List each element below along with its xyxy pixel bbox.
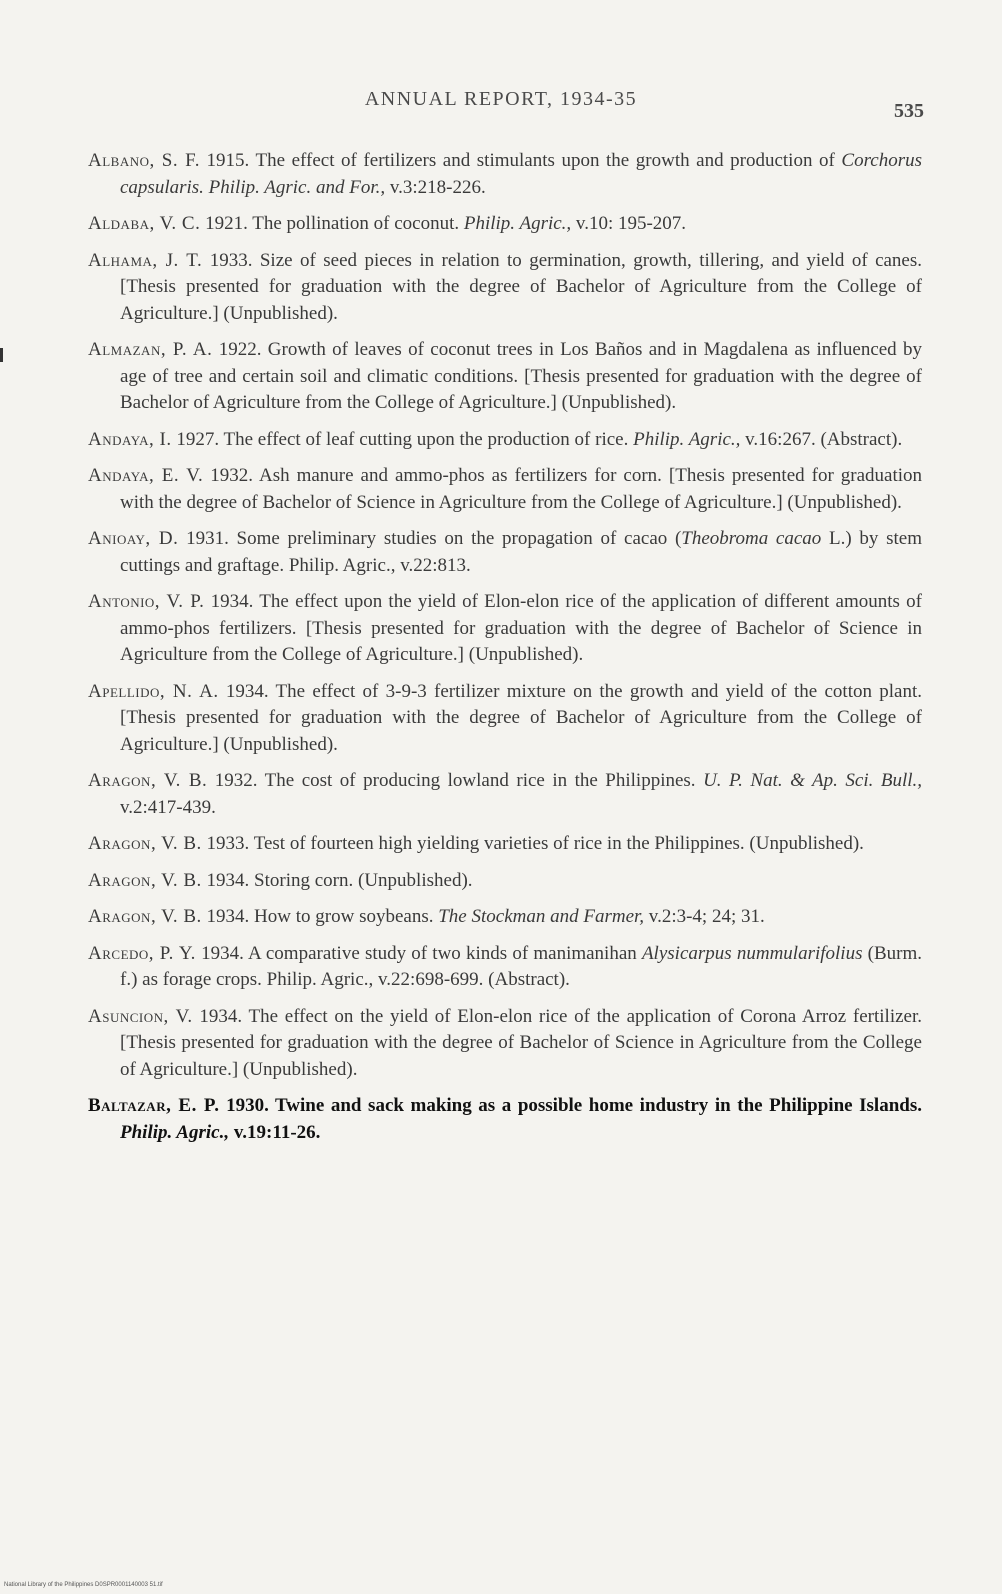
- entry-author: Aragon, V. B.: [88, 770, 208, 791]
- entry-author: Antonio, V. P.: [88, 591, 205, 612]
- entry-text: 1934. The effect on the yield of Elon-elon rice of the application of Corona Arroz fertilizer. [Thesis presented for graduation with the degree of Bachelor of Science in Agriculture from the College of Agriculture.] (Unpublished).: [120, 1005, 922, 1080]
- entry-journal: Philip. Agric.,: [463, 213, 572, 234]
- bibliography-entry: [88, 526, 922, 579]
- entry-author: Alhama, J. T.: [88, 249, 203, 271]
- bibliography-entry: [88, 768, 922, 821]
- entry-author: Almazan, P. A.: [88, 339, 213, 360]
- bibliography-entry: [88, 1093, 922, 1146]
- entry-author: Anioay, D.: [88, 528, 179, 549]
- entry-text: 1933. Test of fourteen high yielding varieties of rice in the Philippines. (Unpublished).: [206, 833, 864, 854]
- running-head: ANNUAL REPORT, 1934-35: [364, 88, 638, 110]
- bibliography-entry: [88, 868, 922, 895]
- entry-text: 1934. Storing corn. (Unpublished).: [206, 869, 473, 891]
- entry-journal: Corchorus capsularis. Philip. Agric. and For.,: [120, 150, 922, 198]
- entry-citation: v.19:11-26.: [229, 1121, 321, 1143]
- entry-citation: v.2:3-4; 24; 31.: [644, 906, 765, 927]
- entry-text: 1927. The effect of leaf cutting upon the production of rice.: [176, 428, 634, 450]
- bibliography-entry: [88, 427, 922, 454]
- scan-margin-mark: [0, 348, 3, 362]
- entry-citation: v.3:218-226.: [385, 176, 486, 198]
- entry-journal: U. P. Nat. & Ap. Sci. Bull.,: [703, 770, 923, 791]
- entry-citation: v.10: 195-207.: [571, 213, 687, 234]
- bibliography-entry: [88, 337, 922, 417]
- entry-author: Andaya, E. V.: [88, 465, 204, 486]
- entry-journal: Philip. Agric.,: [633, 428, 741, 450]
- entry-text: 1922. Growth of leaves of coconut trees in Los Baños and in Magdalena as influenced by age of tree and certain soil and climatic conditions. [Thesis presented for graduation with the degree of Bachelor of Agriculture from the College of Agriculture.] (Unpublished).: [120, 339, 923, 413]
- entry-author: Aldaba, V. C.: [88, 213, 201, 234]
- entry-author: Aragon, V. B.: [88, 869, 202, 891]
- entry-author: Apellido, N. A.: [88, 680, 219, 702]
- scan-footer-note: National Library of the Philippines D0SPR0001140003 51.tif: [4, 1582, 163, 1588]
- page-number: 535: [894, 100, 924, 122]
- bibliography-entry: [88, 463, 922, 516]
- entry-author: Arcedo, P. Y.: [88, 942, 196, 964]
- entry-journal: Theobroma cacao: [681, 528, 822, 549]
- entry-author: Asuncion, V.: [88, 1005, 193, 1027]
- bibliography-entry: [88, 831, 922, 858]
- entry-text: 1933. Size of seed pieces in relation to germination, growth, tillering, and yield of canes. [Thesis presented for graduation with the degree of Bachelor of Agriculture from the College of Agriculture.] (Unpublished).: [120, 249, 923, 324]
- entry-citation: v.16:267. (Abstract).: [740, 428, 903, 450]
- entry-journal: Alysicarpus nummularifolius: [641, 942, 863, 964]
- entry-author: Baltazar, E. P.: [88, 1095, 220, 1116]
- bibliography-entry: [88, 679, 922, 759]
- entry-text: 1932. The cost of producing lowland rice in the Philippines.: [214, 770, 704, 791]
- bibliography-entry: [88, 589, 922, 669]
- entry-text: 1934. How to grow soybeans.: [206, 906, 439, 927]
- entry-text: 1934. The effect of 3-9-3 fertilizer mixture on the growth and yield of the cotton plant. [Thesis presented for graduation with the degree of Bachelor of Agriculture from the College of Agriculture.] (Unpublished).: [120, 680, 923, 755]
- bibliography-entry: [88, 211, 922, 238]
- entry-journal: Philip. Agric.,: [120, 1121, 230, 1143]
- entry-author: Aragon, V. B.: [88, 833, 202, 854]
- entry-text: 1932. Ash manure and ammo-phos as fertilizers for corn. [Thesis presented for graduation with the degree of Bachelor of Science in Agriculture from the College of Agriculture.] (Unpublished).: [120, 465, 923, 513]
- entry-author: Andaya, I.: [88, 428, 172, 450]
- entry-text: 1934. A comparative study of two kinds of manimanihan: [201, 942, 642, 964]
- entry-journal: The Stockman and Farmer,: [438, 906, 645, 927]
- bibliography-entry: [88, 248, 922, 328]
- bibliography-entry: [88, 148, 922, 201]
- entry-citation: v.2:417-439.: [120, 796, 216, 818]
- entry-text: 1930. Twine and sack making as a possible home industry in the Philippine Islands.: [226, 1095, 922, 1116]
- bibliography-entry: [88, 1004, 922, 1084]
- bibliography-entry: [88, 941, 922, 994]
- entry-citation: L.) by stem cuttings and graftage. Philip. Agric., v.22:813.: [120, 528, 923, 576]
- entry-text: 1921. The pollination of coconut.: [205, 213, 464, 234]
- entry-citation: (Burm. f.) as forage crops. Philip. Agric., v.22:698-699. (Abstract).: [120, 942, 923, 990]
- entry-text: 1934. The effect upon the yield of Elon-elon rice of the application of different amounts of ammo-phos fertilizers. [Thesis presented for graduation with the degree of Bachelor of Science in Agriculture from the College of Agriculture.] (Unpublished).: [120, 591, 922, 665]
- bibliography-entry: [88, 904, 922, 931]
- entry-author: Aragon, V. B.: [88, 906, 202, 927]
- entry-author: Albano, S. F.: [88, 150, 200, 171]
- entry-text: 1915. The effect of fertilizers and stimulants upon the growth and production of: [206, 150, 842, 171]
- entry-text: 1931. Some preliminary studies on the propagation of cacao (: [186, 528, 682, 549]
- bibliography-list: [88, 148, 922, 1156]
